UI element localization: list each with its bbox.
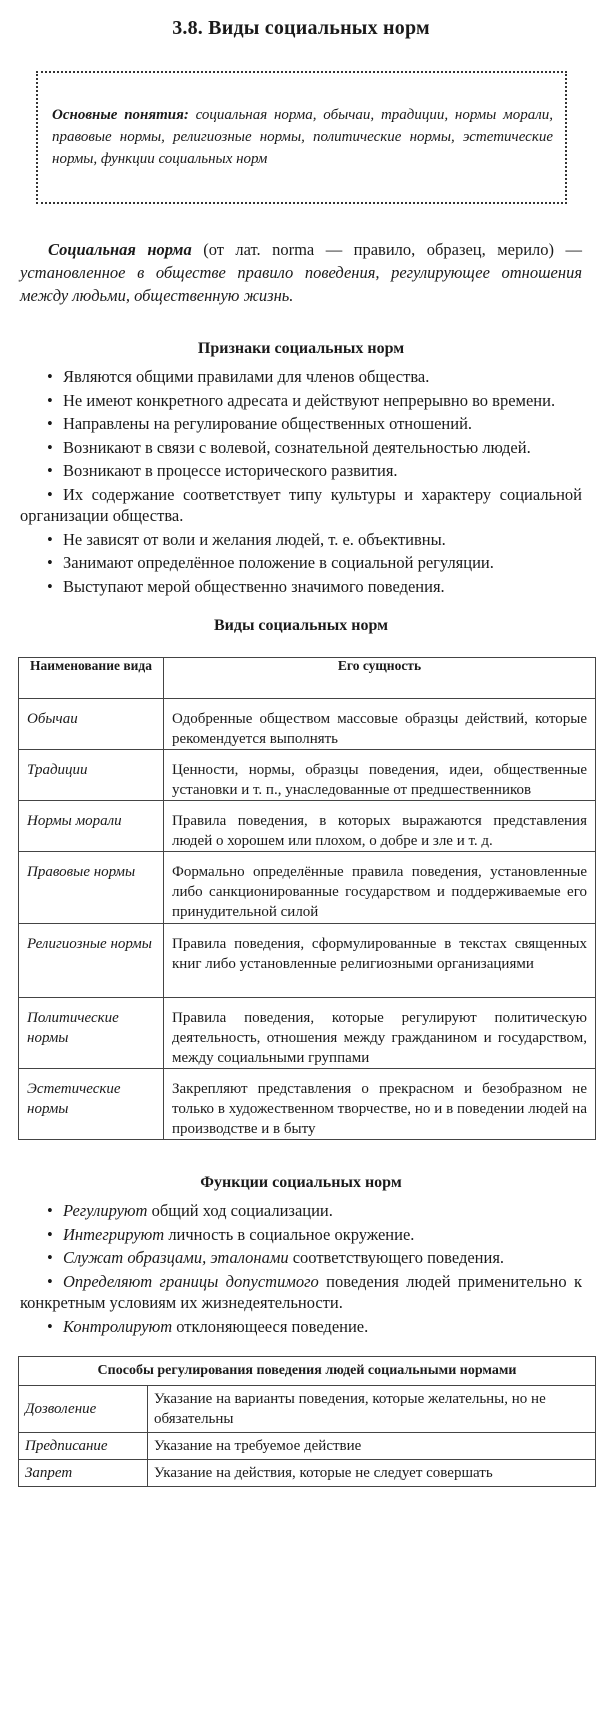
types-table-row [19,699,596,750]
norm-type-description: Правила поведения, которые регулируют политическую деятельность, отношения между гражданином и государством, между социальными группами [164,998,596,1069]
norm-type-name: Эстетические нормы [19,1069,164,1140]
definition-etymology: (от лат. norma — правило, образец, мерило) — [191,240,582,259]
bullet-dot: • [47,367,53,386]
function-text: отклоняющееся поведение. [172,1316,369,1336]
types-section-title: Виды социальных норм [213,617,389,634]
bullet-dot: • [47,1201,53,1220]
function-item [20,1247,582,1269]
types-table-header-row [19,658,596,699]
bullet-dot: • [47,553,53,572]
sign-text: Не зависят от воли и желания людей, т. е. объективны. [63,529,446,549]
bullet-dot: • [47,576,53,596]
function-text: соответствующего поведения. [288,1248,505,1267]
function-item [20,1271,582,1314]
bullet-dot: • [47,390,53,410]
function-keyword: Регулируют [63,1201,148,1220]
sign-item [20,552,582,574]
key-concepts-text: социальная норма, обычаи, традиции, нормы морали, правовые нормы, религиозные нормы, политические нормы, эстетические нормы, функции социальных норм [52,107,553,167]
norm-type-name: Религиозные нормы [19,924,164,998]
sign-item [20,484,582,527]
norm-type-description: Одобренные обществом массовые образцы действий, которые рекомендуется выполнять [164,699,596,750]
methods-table-row [19,1386,596,1433]
signs-section-title: Признаки социальных норм [197,340,405,357]
method-name: Дозволение [19,1386,148,1433]
bullet-dot: • [47,1224,53,1244]
methods-table-body [19,1386,596,1487]
bullet-dot: • [47,1316,53,1336]
functions-list [20,1200,582,1337]
bullet-dot: • [47,1271,53,1291]
method-description: Указание на требуемое действие [148,1433,596,1460]
page-title: 3.8. Виды социальных норм [172,17,430,39]
sign-text: Занимают определённое положение в социальной регуляции. [63,553,494,572]
methods-table-header: Способы регулирования поведения людей социальными нормами [19,1357,596,1386]
norm-type-description: Ценности, нормы, образцы поведения, идеи, общественные установки и т. п., унаследованные от предшественников [164,750,596,801]
types-table-row [19,924,596,998]
norm-type-description: Правила поведения, в которых выражаются представления людей о хорошем или плохом, о добре и зле и т. д. [164,801,596,852]
methods-table-row [19,1460,596,1487]
signs-list [20,366,582,597]
sign-text: Выступают мерой общественно значимого поведения. [63,576,445,596]
norm-type-name: Традиции [19,750,164,801]
method-name: Предписание [19,1433,148,1460]
sign-text: Возникают в связи с волевой, сознательной деятельностью людей. [63,437,531,457]
methods-table-row [19,1433,596,1460]
sign-item [20,413,582,435]
function-item [20,1316,582,1338]
definition-term: Социальная норма [48,240,192,259]
sign-text: Не имеют конкретного адресата и действуют непрерывно во времени. [63,390,556,410]
norm-type-name: Обычаи [19,699,164,750]
function-keyword: Служат образцами, эталонами [63,1248,289,1267]
function-keyword: Интегрируют [63,1224,165,1244]
norm-type-name: Нормы морали [19,801,164,852]
sign-text: Их содержание соответствует типу культуры и характеру социальной организации общества. [20,484,582,525]
function-keyword: Контролируют [63,1316,173,1336]
key-concepts-label: Основные понятия: [52,107,189,123]
method-description: Указание на варианты поведения, которые желательны, но не обязательны [148,1386,596,1433]
types-col-desc-header: Его сущность [164,658,596,699]
sign-item [20,390,582,412]
norm-type-description: Формально определённые правила поведения, установленные либо санкционированные государством и поддерживаемые его принудительной силой [164,852,596,924]
function-text: поведения людей применительно к конкретным условиям их жизнедеятельности. [20,1271,582,1312]
social-norm-definition [20,238,582,307]
function-item [20,1224,582,1246]
function-item [20,1200,582,1222]
sign-item [20,460,582,482]
norm-type-name: Политические нормы [19,998,164,1069]
bullet-dot: • [47,484,53,504]
sign-item [20,529,582,551]
functions-section-title: Функции социальных норм [200,1174,402,1191]
types-table-body [19,699,596,1140]
sign-text: Являются общими правилами для членов общества. [63,367,430,386]
methods-table-header-row [19,1357,596,1386]
bullet-dot: • [47,1248,53,1267]
sign-item [20,366,582,388]
methods-table [18,1356,596,1487]
key-concepts-box [36,71,567,204]
types-table-row [19,852,596,924]
method-description: Указание на действия, которые не следует совершать [148,1460,596,1487]
norm-type-description: Закрепляют представления о прекрасном и безобразном не только в художественном творчестве, но и в поведении людей на производстве и в быту [164,1069,596,1140]
method-name: Запрет [19,1460,148,1487]
sign-item [20,437,582,459]
sign-text: Направлены на регулирование общественных отношений. [63,414,473,433]
types-table-row [19,998,596,1069]
sign-text: Возникают в процессе исторического развития. [63,461,398,480]
types-table-row [19,750,596,801]
bullet-dot: • [47,461,53,480]
bullet-dot: • [47,414,53,433]
definition-text: установленное в обществе правило поведения, регулирующее отношения между людьми, общественную жизнь. [20,263,582,305]
types-table [18,657,596,1140]
function-keyword: Определяют границы допустимого [63,1271,319,1291]
norm-type-description: Правила поведения, сформулированные в текстах священных книг либо установленные религиозными организациями [164,924,596,998]
sign-item [20,576,582,598]
bullet-dot: • [47,437,53,457]
bullet-dot: • [47,529,53,549]
types-col-name-header: Наименование вида [19,658,164,699]
types-table-row [19,801,596,852]
function-text: личность в социальное окружение. [164,1224,415,1244]
function-text: общий ход социализации. [147,1201,333,1220]
norm-type-name: Правовые нормы [19,852,164,924]
types-table-row [19,1069,596,1140]
